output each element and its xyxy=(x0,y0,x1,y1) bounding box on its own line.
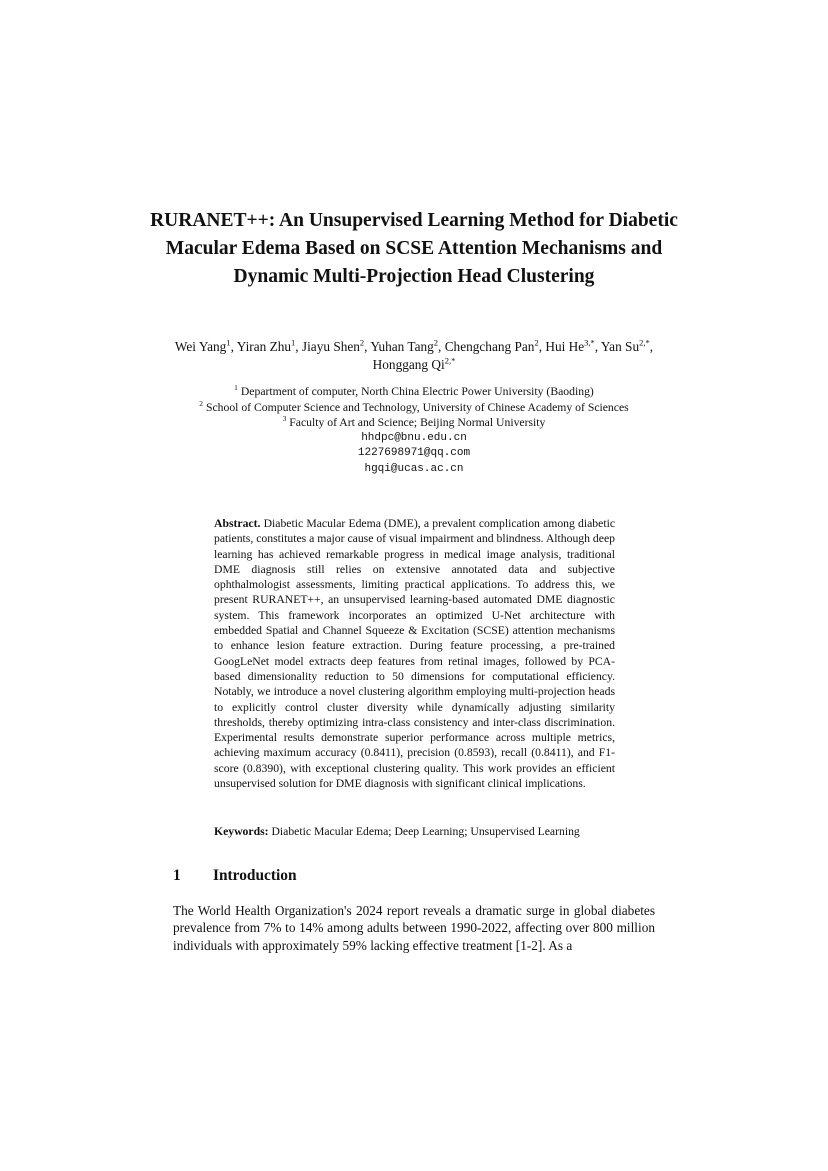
author-affiliation-mark: 1 xyxy=(226,337,231,348)
author-affiliation-mark: 3,* xyxy=(584,337,595,348)
author-affiliation-mark: 2,* xyxy=(639,337,650,348)
author-affiliation-mark: 2 xyxy=(433,337,439,348)
author-name: Hui He xyxy=(545,339,585,354)
keywords-label: Keywords: xyxy=(214,825,269,838)
affiliation-3: $^3$ Faculty of Art and Science; Beijing Normal University xyxy=(282,414,546,429)
email-2: 1227698971@qq.com xyxy=(357,447,471,459)
author-name: Chengchang Pan xyxy=(444,339,535,354)
author-affiliation-mark: 2 xyxy=(534,337,539,348)
abstract-label: Abstract. xyxy=(214,517,261,530)
author-name: Wei Yang xyxy=(174,339,227,354)
email-3: hgqi@ucas.ac.cn xyxy=(364,462,464,475)
author-affiliation-mark: 2,* xyxy=(444,355,456,366)
paper-title: RURANET++: An Unsupervised Learning Method for Diabetic Macular Edema Based on SCSE Attention Mechanisms and Dynamic Multi-Projection Head Clustering xyxy=(150,210,678,287)
section-number: 1 xyxy=(173,867,181,884)
keywords xyxy=(214,824,634,839)
author-list: Wei Yang$^1$, Yiran Zhu$^1$, Jiayu Shen$^2$, Yuhan Tang$^2$, Chengchang Pan$^2$, Hui $He^{3,*}$, Yan $Su^{2,*}$, Honggang $Qi^{2,*}$ xyxy=(174,337,654,372)
affiliation-1: $^1$ Department of computer, North China Electric Power University (Baoding) xyxy=(234,383,594,398)
author-name: Honggang Qi xyxy=(372,356,445,372)
author-name: Yuhan Tang xyxy=(370,339,434,354)
section-heading-introduction xyxy=(173,866,653,886)
abstract xyxy=(214,516,615,791)
affiliation-2: $^2$ School of Computer Science and Technology, University of Chinese Academy of Sciences xyxy=(199,398,629,414)
author-name: Jiayu Shen xyxy=(301,339,360,354)
keywords-text: Diabetic Macular Edema; Deep Learning; Unsupervised Learning xyxy=(271,825,580,838)
affiliations-block xyxy=(150,384,678,477)
section-title: Introduction xyxy=(213,867,297,884)
email-1: hhdpc@bnu.edu.cn xyxy=(361,431,467,444)
introduction-paragraph: The World Health Organization's 2024 report reveals a dramatic surge in global diabetes prevalence from 7% to 14% among adults between 1990-2022, affecting over 800 million individuals with approximately 59% lacking effective treatment [1-2]. As a xyxy=(173,903,655,953)
author-name: Yan Su xyxy=(600,339,640,354)
author-name: Yiran Zhu xyxy=(236,339,292,354)
author-affiliation-mark: 2 xyxy=(359,337,365,348)
author-affiliation-mark: 1 xyxy=(291,337,296,348)
abstract-text: Diabetic Macular Edema (DME), a prevalent complication among diabetic patients, constitutes a major cause of visual impairment and blindness. Although deep learning has achieved remarkable progress in medical image analysis, traditional DME diagnosis still relies on extensive annotated data and subjective ophthalmologist assessments, limiting practical applications. To address this, we present RURANET++, an unsupervised learning-based automated DME diagnostic system. This framework incorporates an optimized U-Net architecture with embedded Spatial and Channel Squeeze & Excitation (SCSE) attention mechanisms to enhance lesion feature extraction. During feature processing, a pre-trained GoogLeNet model extracts deep features from retinal images, followed by PCA-based dimensionality reduction to 50 dimensions for computational efficiency. Notably, we introduce a novel clustering algorithm employing multi-projection heads to explicitly control cluster diversity while dynamically adjusting similarity thresholds, thereby optimizing intra-class consistency and inter-class discrimination. Experimental results demonstrate superior performance across multiple metrics, achieving maximum accuracy (0.8411), precision (0.8593), recall (0.8411), and F1-score (0.8390), with exceptional clustering quality. This work provides an efficient unsupervised solution for DME diagnosis with significant clinical implications. xyxy=(214,517,616,791)
